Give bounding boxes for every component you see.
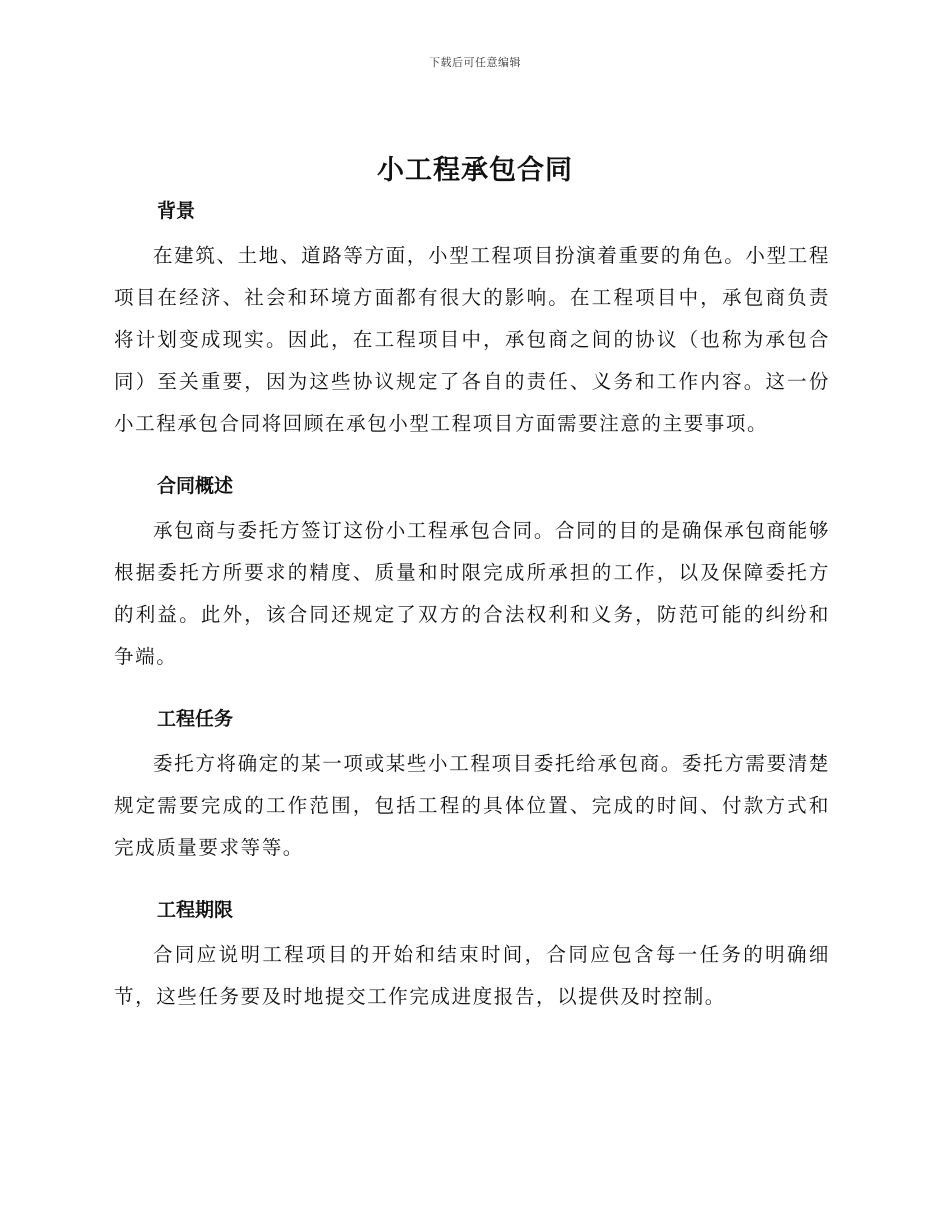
section-contract-overview — [114, 465, 830, 678]
page-header-note: 下载后可任意编辑 — [429, 56, 521, 69]
section-heading: 工程期限 — [157, 899, 234, 921]
section-background — [114, 190, 830, 445]
section-heading: 背景 — [157, 200, 196, 222]
section-paragraph: 委托方将确定的某一项或某些小工程项目委托给承包商。委托方需要清楚规定需要完成的工作范围，包括工程的具体位置、完成的时间、付款方式和完成质量要求等等。 — [114, 752, 830, 859]
section-project-duration — [114, 889, 830, 1018]
section-project-tasks — [114, 698, 830, 869]
section-paragraph: 在建筑、土地、道路等方面，小型工程项目扮演着重要的角色。小型工程项目在经济、社会和环境方面都有很大的影响。在工程项目中，承包商负责将计划变成现实。因此，在工程项目中，承包商之间的协议（也称为承包合同）至关重要，因为这些协议规定了各自的责任、义务和工作内容。这一份小工程承包合同将回顾在承包小型工程项目方面需要注意的主要事项。 — [114, 244, 830, 435]
document-body — [114, 190, 830, 1038]
section-heading: 合同概述 — [157, 475, 234, 497]
section-paragraph: 合同应说明工程项目的开始和结束时间，合同应包含每一任务的明确细节，这些任务要及时地提交工作完成进度报告，以提供及时控制。 — [114, 943, 830, 1008]
section-heading: 工程任务 — [157, 708, 234, 730]
document-title: 小工程承包合同 — [377, 155, 573, 186]
section-paragraph: 承包商与委托方签订这份小工程承包合同。合同的目的是确保承包商能够根据委托方所要求的精度、质量和时限完成所承担的工作，以及保障委托方的利益。此外，该合同还规定了双方的合法权利和义务，防范可能的纠纷和争端。 — [114, 519, 830, 668]
